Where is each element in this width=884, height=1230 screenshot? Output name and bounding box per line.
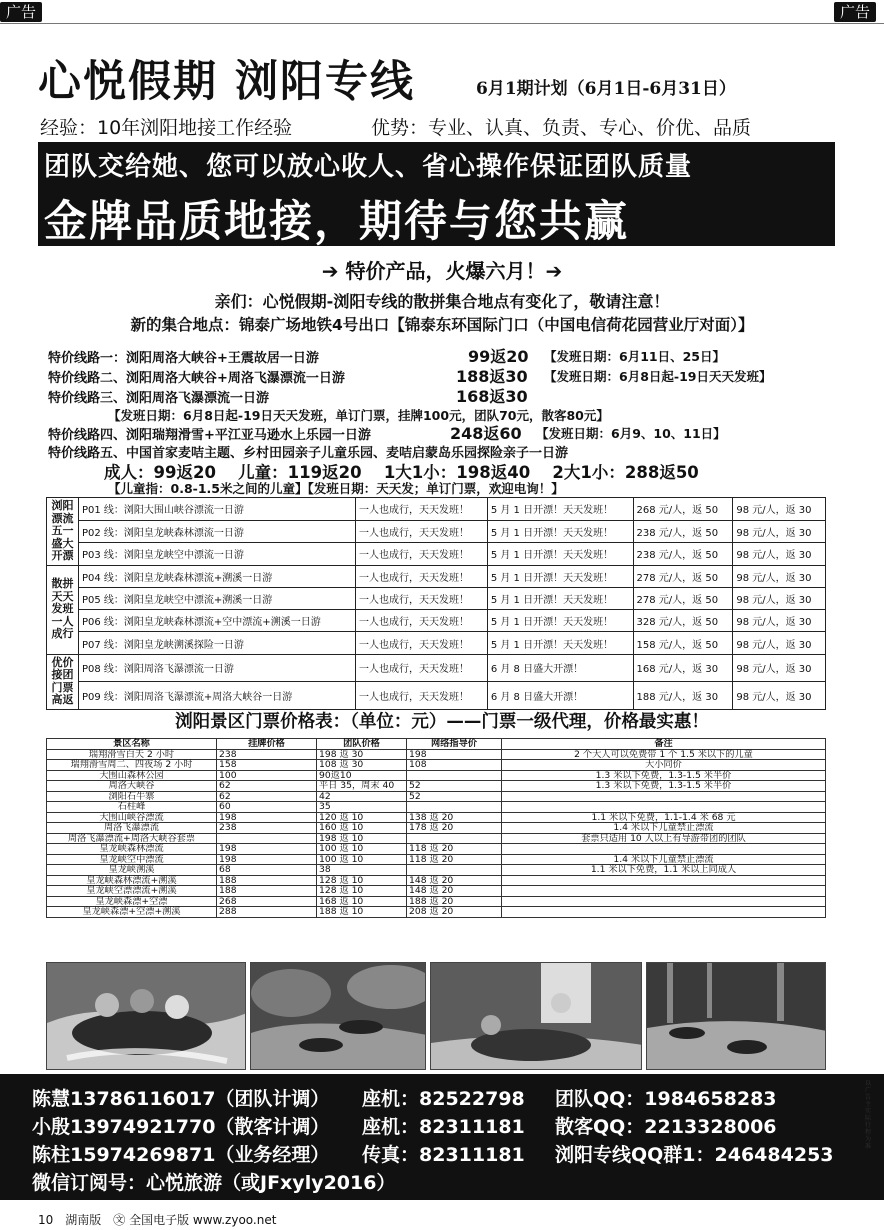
product-retail: 278 元/人，返 50 bbox=[633, 565, 733, 587]
experience-text: 经验：10年浏阳地接工作经验 bbox=[40, 117, 293, 139]
contact-person: 陈慧13786116017（团队计调） bbox=[32, 1088, 330, 1110]
table-cell: 198 bbox=[217, 812, 317, 823]
table-cell bbox=[502, 886, 826, 897]
table-row bbox=[47, 682, 826, 710]
table-cell: 1.1 米以下免费，1.1 米以上同成人 bbox=[502, 865, 826, 876]
notice-text: 亲们：心悦假期-浏阳专线的散拼集合地点有变化了，敬请注意！ bbox=[214, 292, 670, 311]
product-daily: 一人也成行，天天发班！ bbox=[355, 498, 487, 521]
product-retail: 278 元/人，返 50 bbox=[633, 587, 733, 609]
product-daily: 一人也成行，天天发班！ bbox=[355, 565, 487, 587]
table-cell: 套票只适用 10 人以上有导游带团的团队 bbox=[502, 833, 826, 844]
table-row bbox=[47, 802, 826, 813]
waterfall-rafting-image bbox=[431, 963, 642, 1070]
product-retail: 238 元/人，返 50 bbox=[633, 520, 733, 543]
table-cell: 90返10 bbox=[317, 770, 407, 781]
table-cell: 238 bbox=[217, 823, 317, 834]
table-cell: 平日 35，周末 40 bbox=[317, 781, 407, 792]
column-header: 备注 bbox=[502, 739, 826, 750]
column-header: 网络指导价 bbox=[407, 739, 502, 750]
table-cell: 100 返 10 bbox=[317, 844, 407, 855]
table-row bbox=[47, 781, 826, 792]
table-cell: 52 bbox=[407, 781, 502, 792]
table-cell: 178 返 20 bbox=[407, 823, 502, 834]
product-retail: 168 元/人，返 30 bbox=[633, 654, 733, 682]
rafting-photo-2 bbox=[250, 962, 426, 1070]
table-cell: 皇龙峡空漂漂流+溯溪 bbox=[47, 886, 217, 897]
product-daily: 一人也成行，天天发班！ bbox=[355, 610, 487, 632]
table-cell: 148 返 20 bbox=[407, 875, 502, 886]
product-retail: 158 元/人，返 50 bbox=[633, 632, 733, 654]
product-table bbox=[46, 497, 826, 710]
table-cell: 42 bbox=[317, 791, 407, 802]
table-cell: 188 返 20 bbox=[407, 896, 502, 907]
table-cell: 35 bbox=[317, 802, 407, 813]
table-cell: 198 bbox=[217, 854, 317, 865]
side-label: 浏阳漂流五一盛大开漂 bbox=[47, 498, 79, 566]
table-row bbox=[47, 520, 826, 543]
table-cell: 1.1 米以下免费，1.1-1.4 米 68 元 bbox=[502, 812, 826, 823]
table-cell: 石柱峰 bbox=[47, 802, 217, 813]
table-cell bbox=[217, 833, 317, 844]
table-cell: 168 返 10 bbox=[317, 896, 407, 907]
table-row bbox=[47, 760, 826, 771]
table-cell: 100 bbox=[217, 770, 317, 781]
table-cell: 128 返 10 bbox=[317, 886, 407, 897]
table-cell: 238 bbox=[217, 749, 317, 760]
table-cell: 118 返 20 bbox=[407, 854, 502, 865]
column-header: 景区名称 bbox=[47, 739, 217, 750]
contact-person: 小殷13974921770（散客计调） bbox=[32, 1116, 330, 1138]
product-name: P07 线：浏阳皇龙峡溯溪探险一日游 bbox=[79, 632, 356, 654]
banner-line-2: 金牌品质地接，期待与您共赢 bbox=[44, 197, 629, 247]
table-cell: 皇龙峡森林漂流 bbox=[47, 844, 217, 855]
table-cell: 198 返 30 bbox=[317, 749, 407, 760]
route-price: 99返20 bbox=[468, 347, 529, 366]
table-cell: 62 bbox=[217, 791, 317, 802]
table-cell: 208 返 20 bbox=[407, 907, 502, 918]
table-cell: 188 返 10 bbox=[317, 907, 407, 918]
table-cell: 120 返 10 bbox=[317, 812, 407, 823]
table-row bbox=[47, 610, 826, 632]
rafting-photo-1 bbox=[46, 962, 246, 1070]
product-retail: 188 元/人，返 30 bbox=[633, 682, 733, 710]
table-cell: 皇龙峡森漂+空漂 bbox=[47, 896, 217, 907]
ad-tag-left: 广告 bbox=[0, 2, 42, 22]
product-name: P03 线：浏阳皇龙峡空中漂流一日游 bbox=[79, 543, 356, 566]
table-cell: 瑞翔滑雪周二、四夜场 2 小时 bbox=[47, 760, 217, 771]
route-title: 特价线路一：浏阳周洛大峡谷+王震故居一日游 bbox=[48, 351, 319, 366]
table-cell: 周洛飞瀑漂流+周洛大峡谷套票 bbox=[47, 833, 217, 844]
table-cell: 1.4 米以下儿童禁止漂流 bbox=[502, 823, 826, 834]
table-row bbox=[47, 543, 826, 566]
rafting-photo-3 bbox=[430, 962, 642, 1070]
table-row bbox=[47, 812, 826, 823]
table-cell: 100 返 10 bbox=[317, 854, 407, 865]
product-name: P09 线：浏阳周洛飞瀑漂流+周洛大峡谷一日游 bbox=[79, 682, 356, 710]
ticket-price-heading: 浏阳景区门票价格表：（单位：元）——门票一级代理，价格最实惠！ bbox=[175, 712, 709, 732]
product-open: 6 月 8 日盛大开漂！ bbox=[487, 654, 633, 682]
product-open: 6 月 8 日盛大开漂！ bbox=[487, 682, 633, 710]
product-group: 98 元/人，返 30 bbox=[733, 565, 826, 587]
table-row bbox=[47, 823, 826, 834]
table-cell: 148 返 20 bbox=[407, 886, 502, 897]
product-daily: 一人也成行，天天发班！ bbox=[355, 632, 487, 654]
route5-note: 【儿童指：0.8-1.5米之间的儿童】【发班日期：天天发；单订门票，欢迎电询！】 bbox=[108, 481, 564, 496]
table-row bbox=[47, 587, 826, 609]
table-cell: 198 bbox=[407, 749, 502, 760]
product-name: P06 线：浏阳皇龙峡森林漂流+空中漂流+溯溪一日游 bbox=[79, 610, 356, 632]
product-name: P05 线：浏阳皇龙峡空中漂流+溯溪一日游 bbox=[79, 587, 356, 609]
hot-deal-heading: ➔ 特价产品，火爆六月！➔ bbox=[321, 259, 563, 283]
product-open: 5 月 1 日开漂！天天发班！ bbox=[487, 498, 633, 521]
table-cell: 大围山峡谷漂流 bbox=[47, 812, 217, 823]
contact-fax: 传真：82311181 bbox=[362, 1144, 525, 1166]
table-cell: 188 bbox=[217, 875, 317, 886]
contact-person: 陈柱15974269871（业务经理） bbox=[32, 1144, 330, 1166]
contact-qq: 团队QQ：1984658283 bbox=[555, 1088, 777, 1110]
product-open: 5 月 1 日开漂！天天发班！ bbox=[487, 587, 633, 609]
table-cell: 60 bbox=[217, 802, 317, 813]
product-daily: 一人也成行，天天发班！ bbox=[355, 587, 487, 609]
table-cell bbox=[407, 865, 502, 876]
product-group: 98 元/人，返 30 bbox=[733, 587, 826, 609]
forest-stream-image bbox=[647, 963, 826, 1070]
product-name: P02 线：浏阳皇龙峡森林漂流一日游 bbox=[79, 520, 356, 543]
table-cell: 皇龙峡森漂+空漂+溯溪 bbox=[47, 907, 217, 918]
route-price: 168返30 bbox=[456, 387, 528, 406]
table-row bbox=[47, 654, 826, 682]
table-cell: 周洛飞瀑漂流 bbox=[47, 823, 217, 834]
table-row bbox=[47, 886, 826, 897]
ticket-table-body bbox=[47, 749, 826, 917]
product-open: 5 月 1 日开漂！天天发班！ bbox=[487, 610, 633, 632]
table-cell: 288 bbox=[217, 907, 317, 918]
table-cell: 158 bbox=[217, 760, 317, 771]
table-row bbox=[47, 498, 826, 521]
table-cell: 38 bbox=[317, 865, 407, 876]
table-row bbox=[47, 770, 826, 781]
table-cell: 160 返 10 bbox=[317, 823, 407, 834]
product-name: P01 线：浏阳大围山峡谷漂流一日游 bbox=[79, 498, 356, 521]
product-retail: 268 元/人，返 50 bbox=[633, 498, 733, 521]
table-row bbox=[47, 833, 826, 844]
table-cell bbox=[502, 896, 826, 907]
table-cell: 2 个大人可以免费带 1 个 1.5 米以下的儿童 bbox=[502, 749, 826, 760]
table-row bbox=[47, 896, 826, 907]
table-row bbox=[47, 907, 826, 918]
table-row bbox=[47, 632, 826, 654]
side-label: 散拼天天发班一人成行 bbox=[47, 565, 79, 654]
table-cell bbox=[407, 770, 502, 781]
table-cell: 周洛大峡谷 bbox=[47, 781, 217, 792]
product-name: P04 线：浏阳皇龙峡森林漂流+溯溪一日游 bbox=[79, 565, 356, 587]
wechat-account: 微信订阅号：心悦旅游（或JFxyly2016） bbox=[32, 1172, 396, 1194]
product-group: 98 元/人，返 30 bbox=[733, 654, 826, 682]
table-cell: 1.4 米以下儿童禁止漂流 bbox=[502, 854, 826, 865]
route-price: 188返30 bbox=[456, 367, 528, 386]
product-daily: 一人也成行，天天发班！ bbox=[355, 543, 487, 566]
table-cell: 68 bbox=[217, 865, 317, 876]
product-retail: 238 元/人，返 50 bbox=[633, 543, 733, 566]
top-divider bbox=[0, 23, 884, 24]
table-cell: 52 bbox=[407, 791, 502, 802]
table-cell bbox=[407, 833, 502, 844]
product-group: 98 元/人，返 30 bbox=[733, 632, 826, 654]
contact-footer bbox=[0, 1074, 884, 1200]
product-open: 5 月 1 日开漂！天天发班！ bbox=[487, 543, 633, 566]
route-price: 248返60 bbox=[450, 424, 522, 443]
contact-phone: 座机：82311181 bbox=[362, 1116, 525, 1138]
table-cell: 1.3 米以下免费，1.3-1.5 米半价 bbox=[502, 781, 826, 792]
river-image bbox=[251, 963, 426, 1070]
table-cell: 268 bbox=[217, 896, 317, 907]
rafting-image bbox=[47, 963, 246, 1070]
table-cell bbox=[502, 844, 826, 855]
product-group: 98 元/人，返 30 bbox=[733, 520, 826, 543]
table-cell: 108 bbox=[407, 760, 502, 771]
table-cell: 皇龙峡空中漂流 bbox=[47, 854, 217, 865]
product-group: 98 元/人，返 30 bbox=[733, 682, 826, 710]
table-cell: 188 bbox=[217, 886, 317, 897]
route-date: 【发班日期：6月8日起-19日天天发班】 bbox=[544, 369, 772, 384]
table-row bbox=[47, 854, 826, 865]
table-cell: 62 bbox=[217, 781, 317, 792]
table-header-row bbox=[47, 739, 826, 750]
table-cell: 浏阳石牛寨 bbox=[47, 791, 217, 802]
route-date: 【发班日期：6月9、10、11日】 bbox=[536, 426, 726, 441]
table-row bbox=[47, 749, 826, 760]
banner-line-1: 团队交给她、您可以放心收人、省心操作保证团队质量 bbox=[44, 152, 693, 182]
table-cell: 大小同价 bbox=[502, 760, 826, 771]
table-cell: 1.3 米以下免费，1.3-1.5 米半价 bbox=[502, 770, 826, 781]
table-cell: 皇龙峡森林漂流+溯溪 bbox=[47, 875, 217, 886]
product-retail: 328 元/人，返 50 bbox=[633, 610, 733, 632]
table-row bbox=[47, 875, 826, 886]
product-open: 5 月 1 日开漂！天天发班！ bbox=[487, 520, 633, 543]
side-label: 优价接团门票高返 bbox=[47, 654, 79, 709]
product-open: 5 月 1 日开漂！天天发班！ bbox=[487, 565, 633, 587]
product-daily: 一人也成行，天天发班！ bbox=[355, 520, 487, 543]
contact-phone: 座机：82522798 bbox=[362, 1088, 525, 1110]
table-cell bbox=[502, 907, 826, 918]
route-title: 特价线路五、中国首家麦咭主题、乡村田园亲子儿童乐园、麦咭启蒙岛乐园探险亲子一日游 bbox=[48, 446, 569, 461]
route5-prices: 成人：99返20 儿童：119返20 1大1小：198返40 2大1小：288返50 bbox=[104, 463, 699, 482]
contact-qq-group: 浏阳专线QQ群1：246484253 bbox=[555, 1144, 834, 1166]
side-disclaimer: 以广告主实际行程为准 bbox=[865, 1080, 872, 1150]
table-row bbox=[47, 844, 826, 855]
rafting-photo-4 bbox=[646, 962, 826, 1070]
contact-qq: 散客QQ：2213328006 bbox=[555, 1116, 777, 1138]
column-header: 团队价格 bbox=[317, 739, 407, 750]
table-row bbox=[47, 565, 826, 587]
meeting-point: 新的集合地点：锦泰广场地铁4号出口【锦泰东环国际门口（中国电信荷花园营业厅对面）】 bbox=[130, 316, 754, 334]
table-cell: 118 返 20 bbox=[407, 844, 502, 855]
table-cell: 皇龙峡溯溪 bbox=[47, 865, 217, 876]
page-footer: 10 湖南版 ㉆ 全国电子版 www.zyoo.net bbox=[38, 1213, 277, 1227]
table-row bbox=[47, 791, 826, 802]
column-header: 挂牌价格 bbox=[217, 739, 317, 750]
route-title: 特价线路三、浏阳周洛飞瀑漂流一日游 bbox=[48, 391, 270, 406]
table-cell: 198 bbox=[217, 844, 317, 855]
table-cell: 瑞翔滑雪白天 2 小时 bbox=[47, 749, 217, 760]
table-cell bbox=[502, 802, 826, 813]
product-name: P08 线：浏阳周洛飞瀑漂流一日游 bbox=[79, 654, 356, 682]
table-cell bbox=[502, 875, 826, 886]
product-daily: 一人也成行，天天发班！ bbox=[355, 682, 487, 710]
product-group: 98 元/人，返 30 bbox=[733, 543, 826, 566]
table-cell: 128 返 10 bbox=[317, 875, 407, 886]
table-cell: 大围山森林公园 bbox=[47, 770, 217, 781]
product-group: 98 元/人，返 30 bbox=[733, 610, 826, 632]
table-cell bbox=[502, 791, 826, 802]
plan-period: 6月1期计划（6月1日-6月31日） bbox=[476, 79, 736, 99]
route-date: 【发班日期：6月11日、25日】 bbox=[544, 349, 725, 364]
product-group: 98 元/人，返 30 bbox=[733, 498, 826, 521]
route-date: 【发班日期：6月8日起-19日天天发班，单订门票，挂牌100元，团队70元，散客80元】 bbox=[108, 408, 609, 423]
table-cell: 138 返 20 bbox=[407, 812, 502, 823]
product-open: 5 月 1 日开漂！天天发班！ bbox=[487, 632, 633, 654]
route-title: 特价线路四、浏阳瑞翔滑雪+平江亚马逊水上乐园一日游 bbox=[48, 428, 371, 443]
advantage-text: 优势：专业、认真、负责、专心、价优、品质 bbox=[371, 117, 752, 139]
page-title: 心悦假期 浏阳专线 bbox=[38, 57, 415, 107]
route-title: 特价线路二、浏阳周洛大峡谷+周洛飞瀑漂流一日游 bbox=[48, 371, 345, 386]
table-cell: 198 返 10 bbox=[317, 833, 407, 844]
ticket-price-table bbox=[46, 738, 826, 918]
slogan-banner bbox=[38, 142, 835, 246]
product-daily: 一人也成行，天天发班！ bbox=[355, 654, 487, 682]
ad-tag-right: 广告 bbox=[834, 2, 876, 22]
table-row bbox=[47, 865, 826, 876]
table-cell: 108 返 30 bbox=[317, 760, 407, 771]
table-cell bbox=[407, 802, 502, 813]
